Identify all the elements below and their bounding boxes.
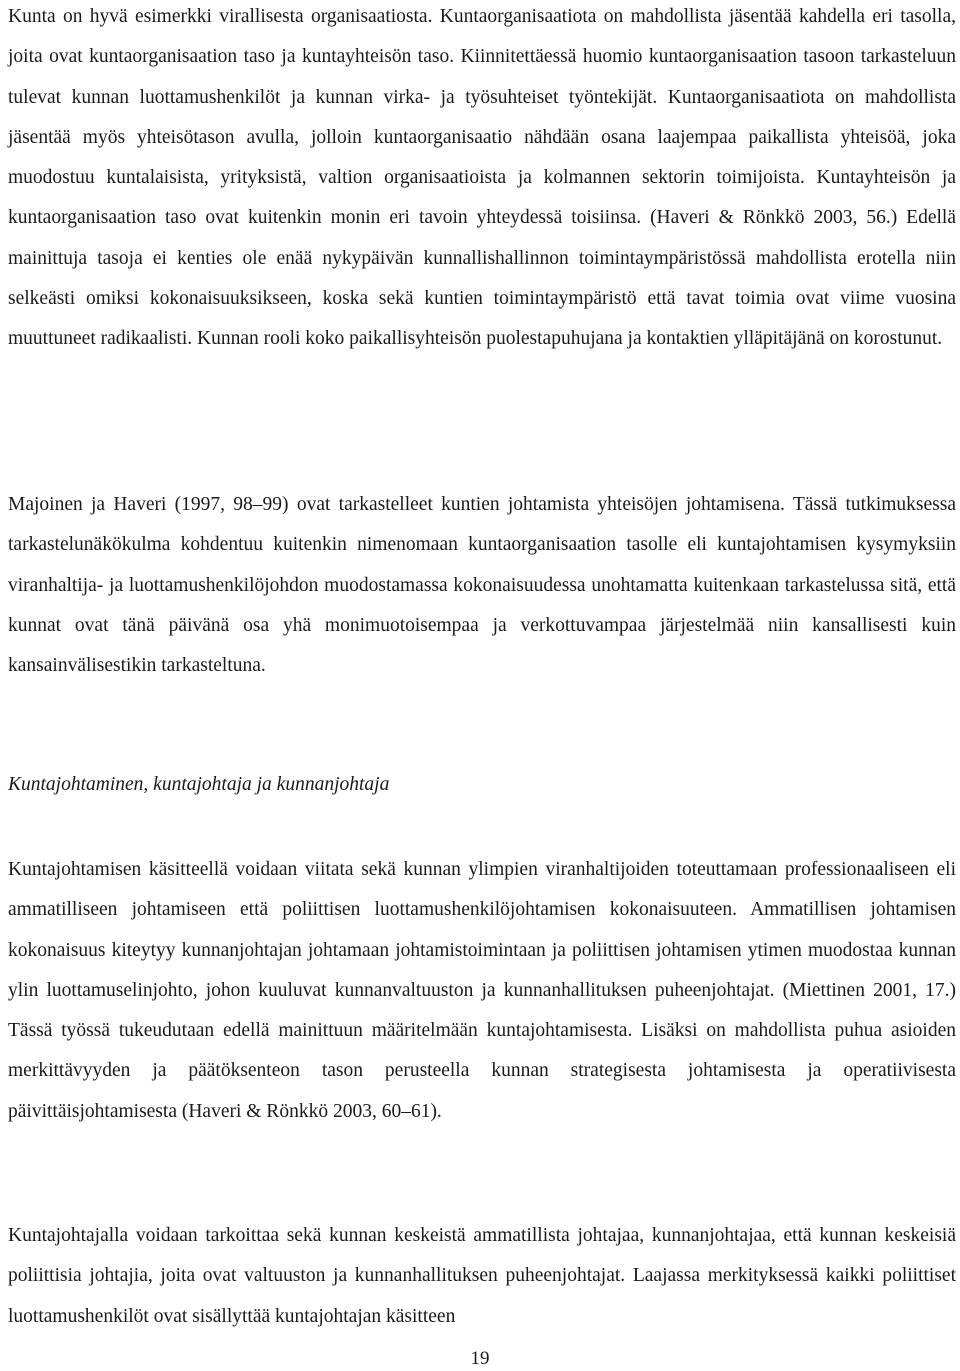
paragraph-kuntajohtaja: Kuntajohtajalla voidaan tarkoittaa sekä kunnan keskeistä ammatillista johtajaa, kunnanjohtajaa, että kunnan keskeisiä poliittisia johtajia, joita ovat valtuuston ja kunnanhallituksen puheenjohtajat. Laajassa merkityksessä kaikki poliittiset luottamushenkilöt ovat sisällyttää kuntajohtajan käsitteen	[8, 1225, 956, 1327]
paragraph-kuntaorganisaatio: Kunta on hyvä esimerkki virallisesta organisaatiosta. Kuntaorganisaatiota on mahdollista jäsentää kahdella eri tasolla, joita ovat kuntaorganisaation taso ja kuntayhteisön taso. Kiinnitettäessä huomio kuntaorganisaation tasoon tarkasteluun tulevat kunnan luottamushenkilöt ja kunnan virka- ja työsuhteiset työntekijät. Kuntaorganisaatiota on mahdollista jäsentää myös yhteisötason avulla, jolloin kuntaorganisaatio nähdään osana laajempaa paikallista yhteisöä, joka muodostuu kuntalaisista, yrityksistä, valtion organisaatioista ja kolmannen sektorin toimijoista. Kuntayhteisön ja kuntaorganisaation taso ovat kuitenkin monin eri tavoin yhteydessä toisiinsa. (Haveri & Rönkkö 2003, 56.) Edellä mainittuja tasoja ei kenties ole enää nykypäivän kunnallishallinnon toimintaympäristössä mahdollista erotella niin selkeästi omiksi kokonaisuuksikseen, koska sekä kuntien toimintaympäristö että tavat toimia ovat viime vuosina muuttuneet radikaalisti. Kunnan rooli koko paikallisyhteisön puolestapuhujana ja kontaktien ylläpitäjänä on korostunut.	[8, 6, 956, 350]
page-number: 19	[470, 1348, 490, 1369]
section-heading: Kuntajohtaminen, kuntajohtaja ja kunnanjohtaja	[8, 774, 390, 795]
paragraph-majoinen-haveri: Majoinen ja Haveri (1997, 98–99) ovat tarkastelleet kuntien johtamista yhteisöjen johtamisena. Tässä tutkimuksessa tarkastelunäkökulma kohdentuu kuitenkin nimenomaan kuntaorganisaation tasolle eli kuntajohtamisen kysymyksiin viranhaltija- ja luottamushenkilöjohdon muodostamassa kokonaisuudessa unohtamatta kuitenkaan tarkastelussa sitä, että kunnat ovat tänä päivänä osa yhä monimuotoisempaa ja verkottuvampaa järjestelmää niin kansallisesti kuin kansainvälisestikin tarkasteltuna.	[8, 494, 956, 677]
paragraph-kuntajohtaminen: Kuntajohtamisen käsitteellä voidaan viitata sekä kunnan ylimpien viranhaltijoiden toteuttamaan professionaaliseen eli ammatilliseen johtamiseen että poliittisen luottamushenkilöjohtamisen kokonaisuuteen. Ammatillisen johtamisen kokonaisuus kiteytyy kunnanjohtajan johtamaan johtamistoimintaan ja poliittisen johtamisen ytimen muodostaa kunnan ylin luottamuselinjohto, johon kuuluvat kunnanvaltuuston ja kunnanhallituksen puheenjohtajat. (Miettinen 2001, 17.) Tässä työssä tukeudutaan edellä mainittuun määritelmään kuntajohtamisesta. Lisäksi on mahdollista puhua asioiden merkittävyyden ja päätöksenteon tason perusteella kunnan strategisesta johtamisesta ja operatiivisesta päivittäisjohtamisesta (Haveri & Rönkkö 2003, 60–61).	[8, 859, 956, 1122]
